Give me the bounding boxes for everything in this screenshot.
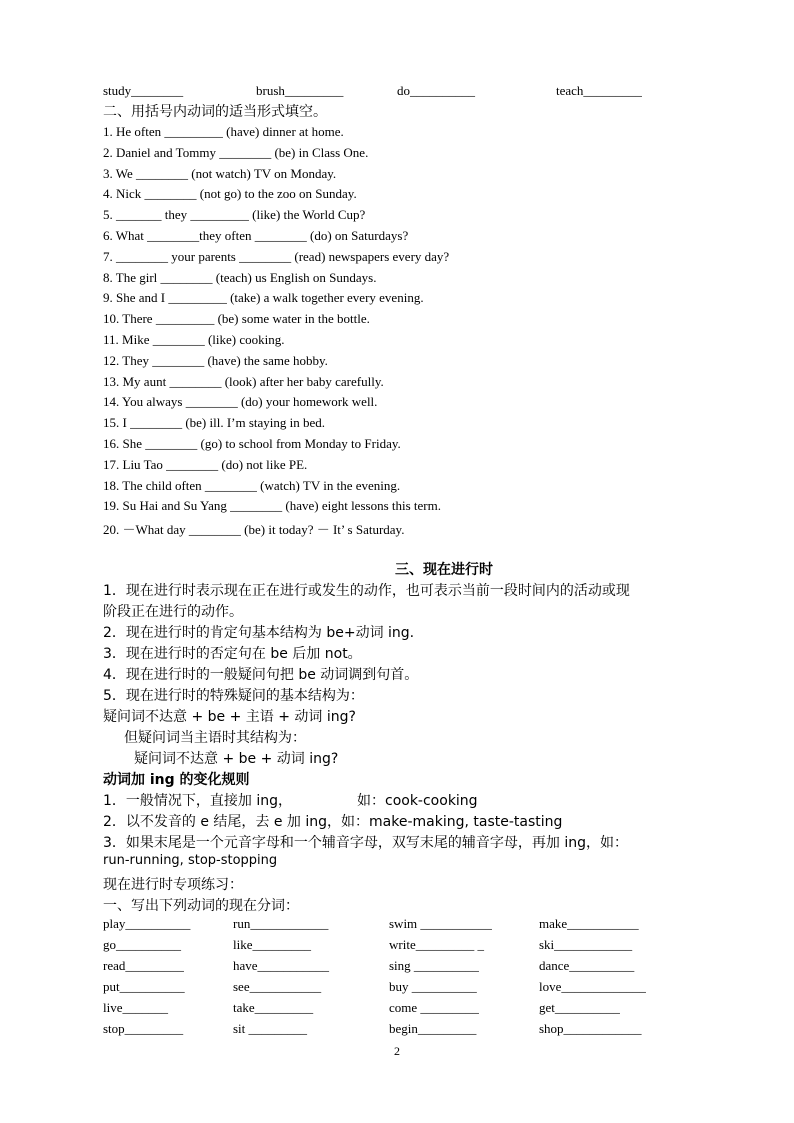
exercise-item: 18. The child often ________ (watch) TV in the evening. <box>103 477 401 493</box>
exercise-item: 14. You always ________ (do) your homework well. <box>103 394 378 410</box>
verb-cell: live_______ <box>103 1000 168 1015</box>
practice-title: 现在进行时专项练习： <box>103 877 243 893</box>
verb-cell: write_________ _ <box>389 937 484 952</box>
verb-cell: see___________ <box>233 979 322 994</box>
verb-cell: make___________ <box>539 916 639 931</box>
rule-1a: 1．现在进行时表示现在正在进行或发生的动作，也可表示当前一段时间内的活动或现 <box>103 583 630 599</box>
section3-title: 三、现在进行时 <box>395 562 493 578</box>
exercise-item: 4. Nick ________ (not go) to the zoo on Sunday. <box>103 186 357 202</box>
exercise-item: 16. She ________ (go) to school from Monday to Friday. <box>103 436 401 451</box>
rule-5c: 疑问词不达意 + be + 动词 ing? <box>134 751 339 767</box>
exercise-item: 13. My aunt ________ (look) after her baby carefully. <box>103 373 384 389</box>
exercise-item: 8. The girl ________ (teach) us English on Sundays. <box>103 269 377 285</box>
verb-cell: stop_________ <box>103 1021 184 1036</box>
verb-cell: get__________ <box>539 1000 620 1015</box>
exercise-item: 7. ________ your parents ________ (read) newspapers every day? <box>103 248 450 264</box>
verb-cell: play__________ <box>103 916 191 931</box>
ing-rule-1: 1．一般情况下，直接加 ing， <box>103 793 293 809</box>
ing-rule-3: 3．如果末尾是一个元音字母和一个辅音字母，双写末尾的辅音字母，再加 ing，如： <box>103 835 629 851</box>
rule-4: 4．现在进行时的一般疑问句把 be 动词调到句首。 <box>103 667 419 683</box>
verb-cell: sing __________ <box>389 958 479 973</box>
verb-cell: love_____________ <box>539 979 646 994</box>
ing-rule-2: 2．以不发音的 e 结尾，去 e 加 ing，如：make-making, taste-tasting <box>103 814 563 830</box>
rule-1b: 阶段正在进行的动作。 <box>103 604 243 620</box>
rule-5: 5．现在进行时的特殊疑问的基本结构为： <box>103 688 364 704</box>
exercise-item: 3. We ________ (not watch) TV on Monday. <box>103 165 337 181</box>
exercise-item: 1. He often _________ (have) dinner at home. <box>103 124 344 139</box>
verb-cell: swim ___________ <box>389 916 492 931</box>
ing-rule-1-example: 如：cook-cooking <box>357 793 478 809</box>
verb-cell: run____________ <box>233 916 329 931</box>
exercise-item: 11. Mike ________ (like) cooking. <box>103 332 285 347</box>
exercise-item: 12. They ________ (have) the same hobby. <box>103 352 328 368</box>
exercise-item: 15. I ________ (be) ill. I’m staying in bed. <box>103 415 326 431</box>
exercise-item: 20. －What day ________ (be) it today? － It’ s Saturday. <box>103 522 405 538</box>
verb-cell: ski____________ <box>539 937 633 952</box>
verb-cell: shop____________ <box>539 1021 642 1036</box>
verb-do: do__________ <box>397 83 475 98</box>
verb-cell: like_________ <box>233 937 311 952</box>
verb-cell: sit _________ <box>233 1021 308 1036</box>
ing-rule-3-example: run-running, stop-stopping <box>103 853 278 868</box>
verb-cell: take_________ <box>233 1000 314 1015</box>
exercise-item: 17. Liu Tao ________ (do) not like PE. <box>103 456 308 472</box>
verb-cell: come _________ <box>389 1000 479 1015</box>
exercise-item: 19. Su Hai and Su Yang ________ (have) eight lessons this term. <box>103 498 441 514</box>
verb-brush: brush_________ <box>256 83 344 98</box>
verb-cell: go__________ <box>103 937 181 952</box>
practice-subtitle: 一、写出下列动词的现在分词： <box>103 898 299 914</box>
exercise-item: 2. Daniel and Tommy ________ (be) in Class One. <box>103 144 369 160</box>
verb-cell: buy __________ <box>389 979 477 994</box>
verb-study: study________ <box>103 83 184 98</box>
section2-title: 二、用括号内动词的适当形式填空。 <box>103 104 327 120</box>
exercise-item: 9. She and I _________ (take) a walk together every evening. <box>103 290 424 306</box>
verb-cell: begin_________ <box>389 1021 477 1036</box>
exercise-item: 5. _______ they _________ (like) the World Cup? <box>103 207 366 223</box>
verb-teach: teach_________ <box>556 83 642 98</box>
rule-3: 3．现在进行时的否定句在 be 后加 not。 <box>103 646 362 662</box>
verb-cell: read_________ <box>103 958 184 973</box>
verb-cell: put__________ <box>103 979 185 994</box>
verb-cell: dance__________ <box>539 958 635 973</box>
exercise-item: 10. There _________ (be) some water in the bottle. <box>103 311 370 327</box>
rule-5a: 疑问词不达意 + be + 主语 + 动词 ing? <box>103 709 356 725</box>
rule-5b: 但疑问词当主语时其结构为： <box>124 730 306 746</box>
exercise-item: 6. What ________they often ________ (do) on Saturdays? <box>103 228 409 243</box>
ing-rules-title: 动词加 ing 的变化规则 <box>103 772 250 788</box>
page-number: 2 <box>394 1044 400 1058</box>
verb-cell: have___________ <box>233 958 330 973</box>
rule-2: 2．现在进行时的肯定句基本结构为 be+动词 ing. <box>103 625 415 641</box>
